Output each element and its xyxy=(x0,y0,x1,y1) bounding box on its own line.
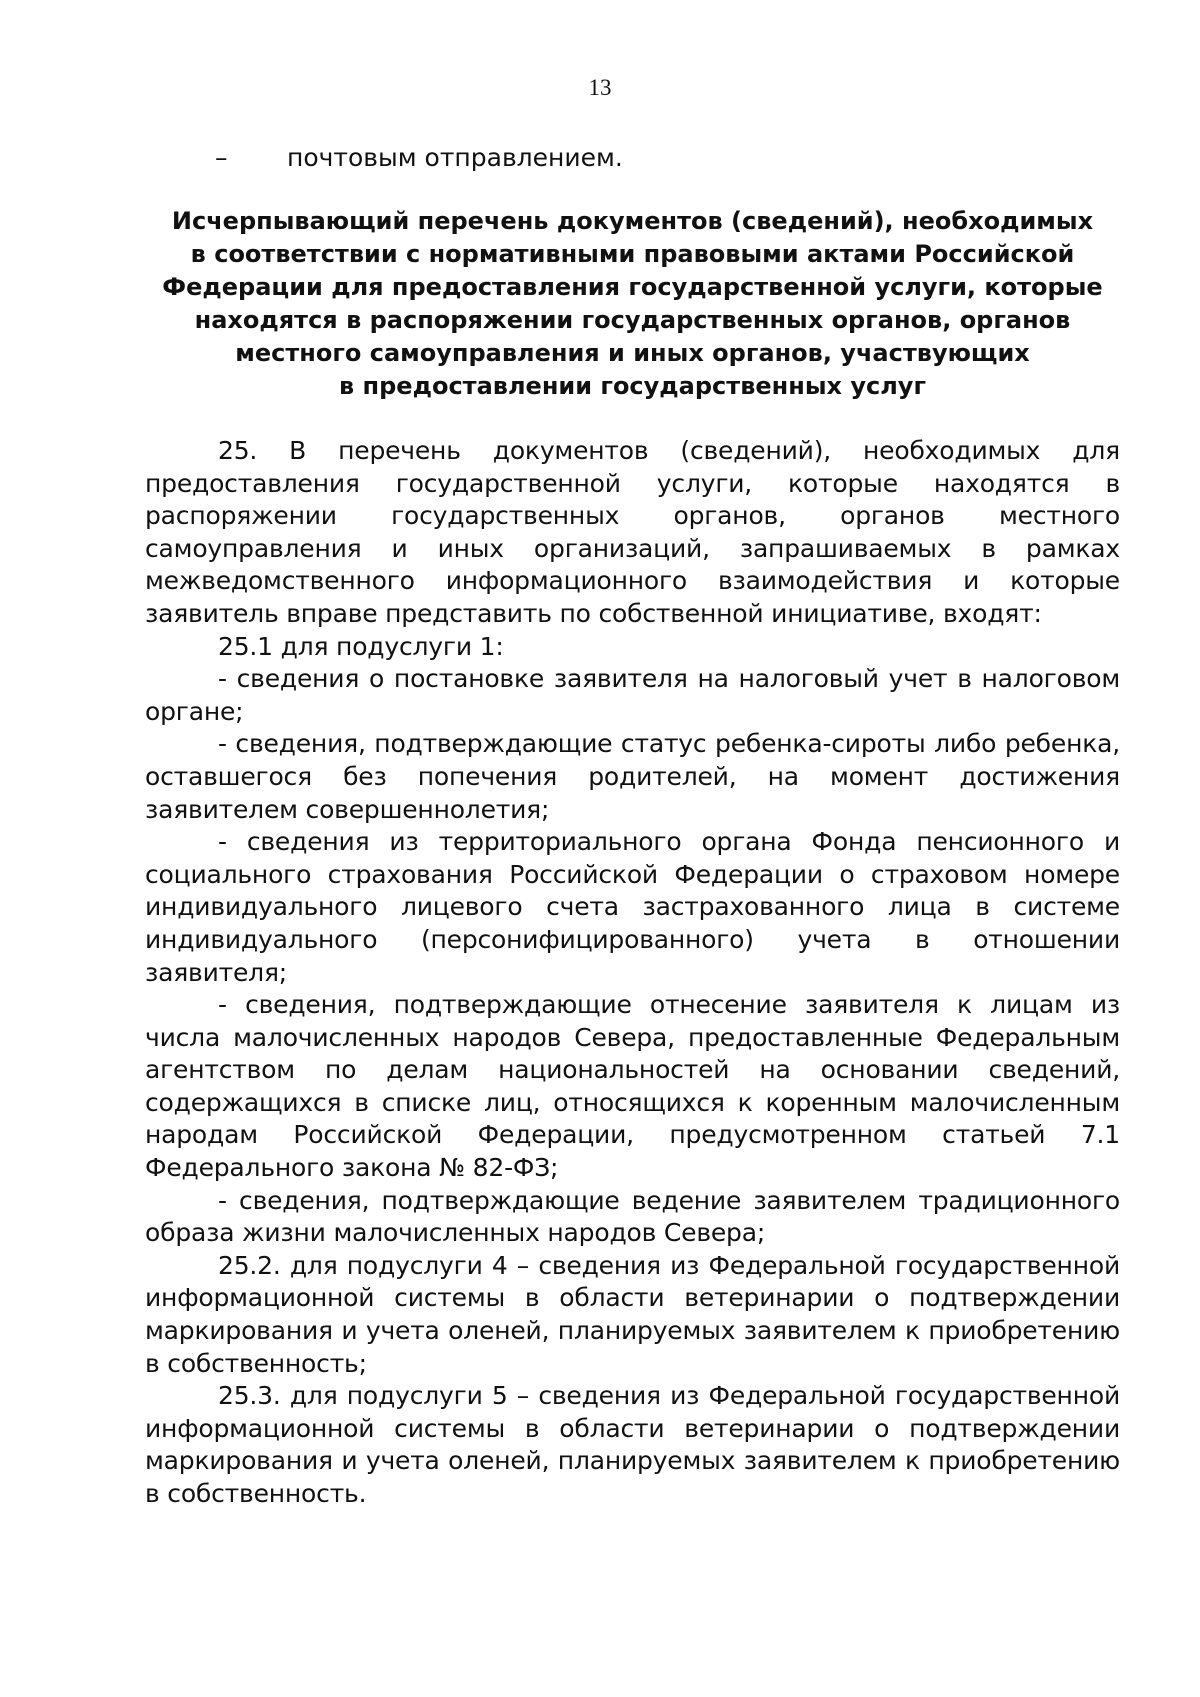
paragraph: 25. В перечень документов (сведений), необходимых для предоставления государственной услуги, которые находятся в распоряжении государственных органов, органов местного самоуправления и иных организаций, запрашиваемых в рамках межведомственного информационного взаимодействия и которые заявитель вправе представить по собственной инициативе, входят: xyxy=(145,436,1120,628)
paragraph: - сведения, подтверждающие ведение заявителем традиционного образа жизни малочисленных народов Севера; xyxy=(145,1185,1120,1248)
heading-line: Федерации для предоставления государственной услуги, которые xyxy=(162,273,1103,301)
heading-line: местного самоуправления и иных органов, участвующих xyxy=(235,339,1030,367)
paragraph: 25.3. для подуслуги 5 – сведения из Федеральной государственной информационной системы в области ветеринарии о подтверждении маркирования и учета оленей, планируемых заявителем к приобретению в собственность. xyxy=(145,1381,1120,1508)
paragraph: - сведения о постановке заявителя на налоговый учет в налоговом органе; xyxy=(145,664,1120,726)
heading-line: находятся в распоряжении государственных органов, органов xyxy=(194,306,1071,334)
paragraph: 25.1 для подуслуги 1: xyxy=(218,631,504,661)
paragraph: - сведения, подтверждающие отнесение заявителя к лицам из числа малочисленных народов Севера, предоставленные Федеральным агентством по делам национальностей на основании сведений, содержащихся в списке лиц, относящихся к коренным малочисленным народам Российской Федерации, предусмотренном статьей 7.1 Федерального закона № 82-ФЗ; xyxy=(145,990,1120,1183)
list-item-text: почтовым отправлением. xyxy=(287,143,623,172)
list-dash: – xyxy=(215,143,228,172)
page-number: 13 xyxy=(588,75,612,100)
paragraph: 25.2. для подуслуги 4 – сведения из Федеральной государственной информационной системы в области ветеринарии о подтверждении маркирования и учета оленей, планируемых заявителем к приобретению в собственность; xyxy=(145,1250,1120,1378)
heading-line: Исчерпывающий перечень документов (сведений), необходимых xyxy=(171,207,1094,235)
section-heading xyxy=(145,205,1120,403)
heading-line: в соответствии с нормативными правовыми актами Российской xyxy=(190,240,1075,268)
heading-line: в предоставлении государственных услуг xyxy=(339,372,926,400)
paragraph: - сведения из территориального органа Фонда пенсионного и социального страхования Российской Федерации о страховом номере индивидуального лицевого счета застрахованного лица в системе индивидуального (персонифицированного) учета в отношении заявителя; xyxy=(145,827,1120,987)
document-body xyxy=(145,435,1120,1511)
paragraph: - сведения, подтверждающие статус ребенка-сироты либо ребенка, оставшегося без попечения родителей, на момент достижения заявителем совершеннолетия; xyxy=(145,729,1120,824)
